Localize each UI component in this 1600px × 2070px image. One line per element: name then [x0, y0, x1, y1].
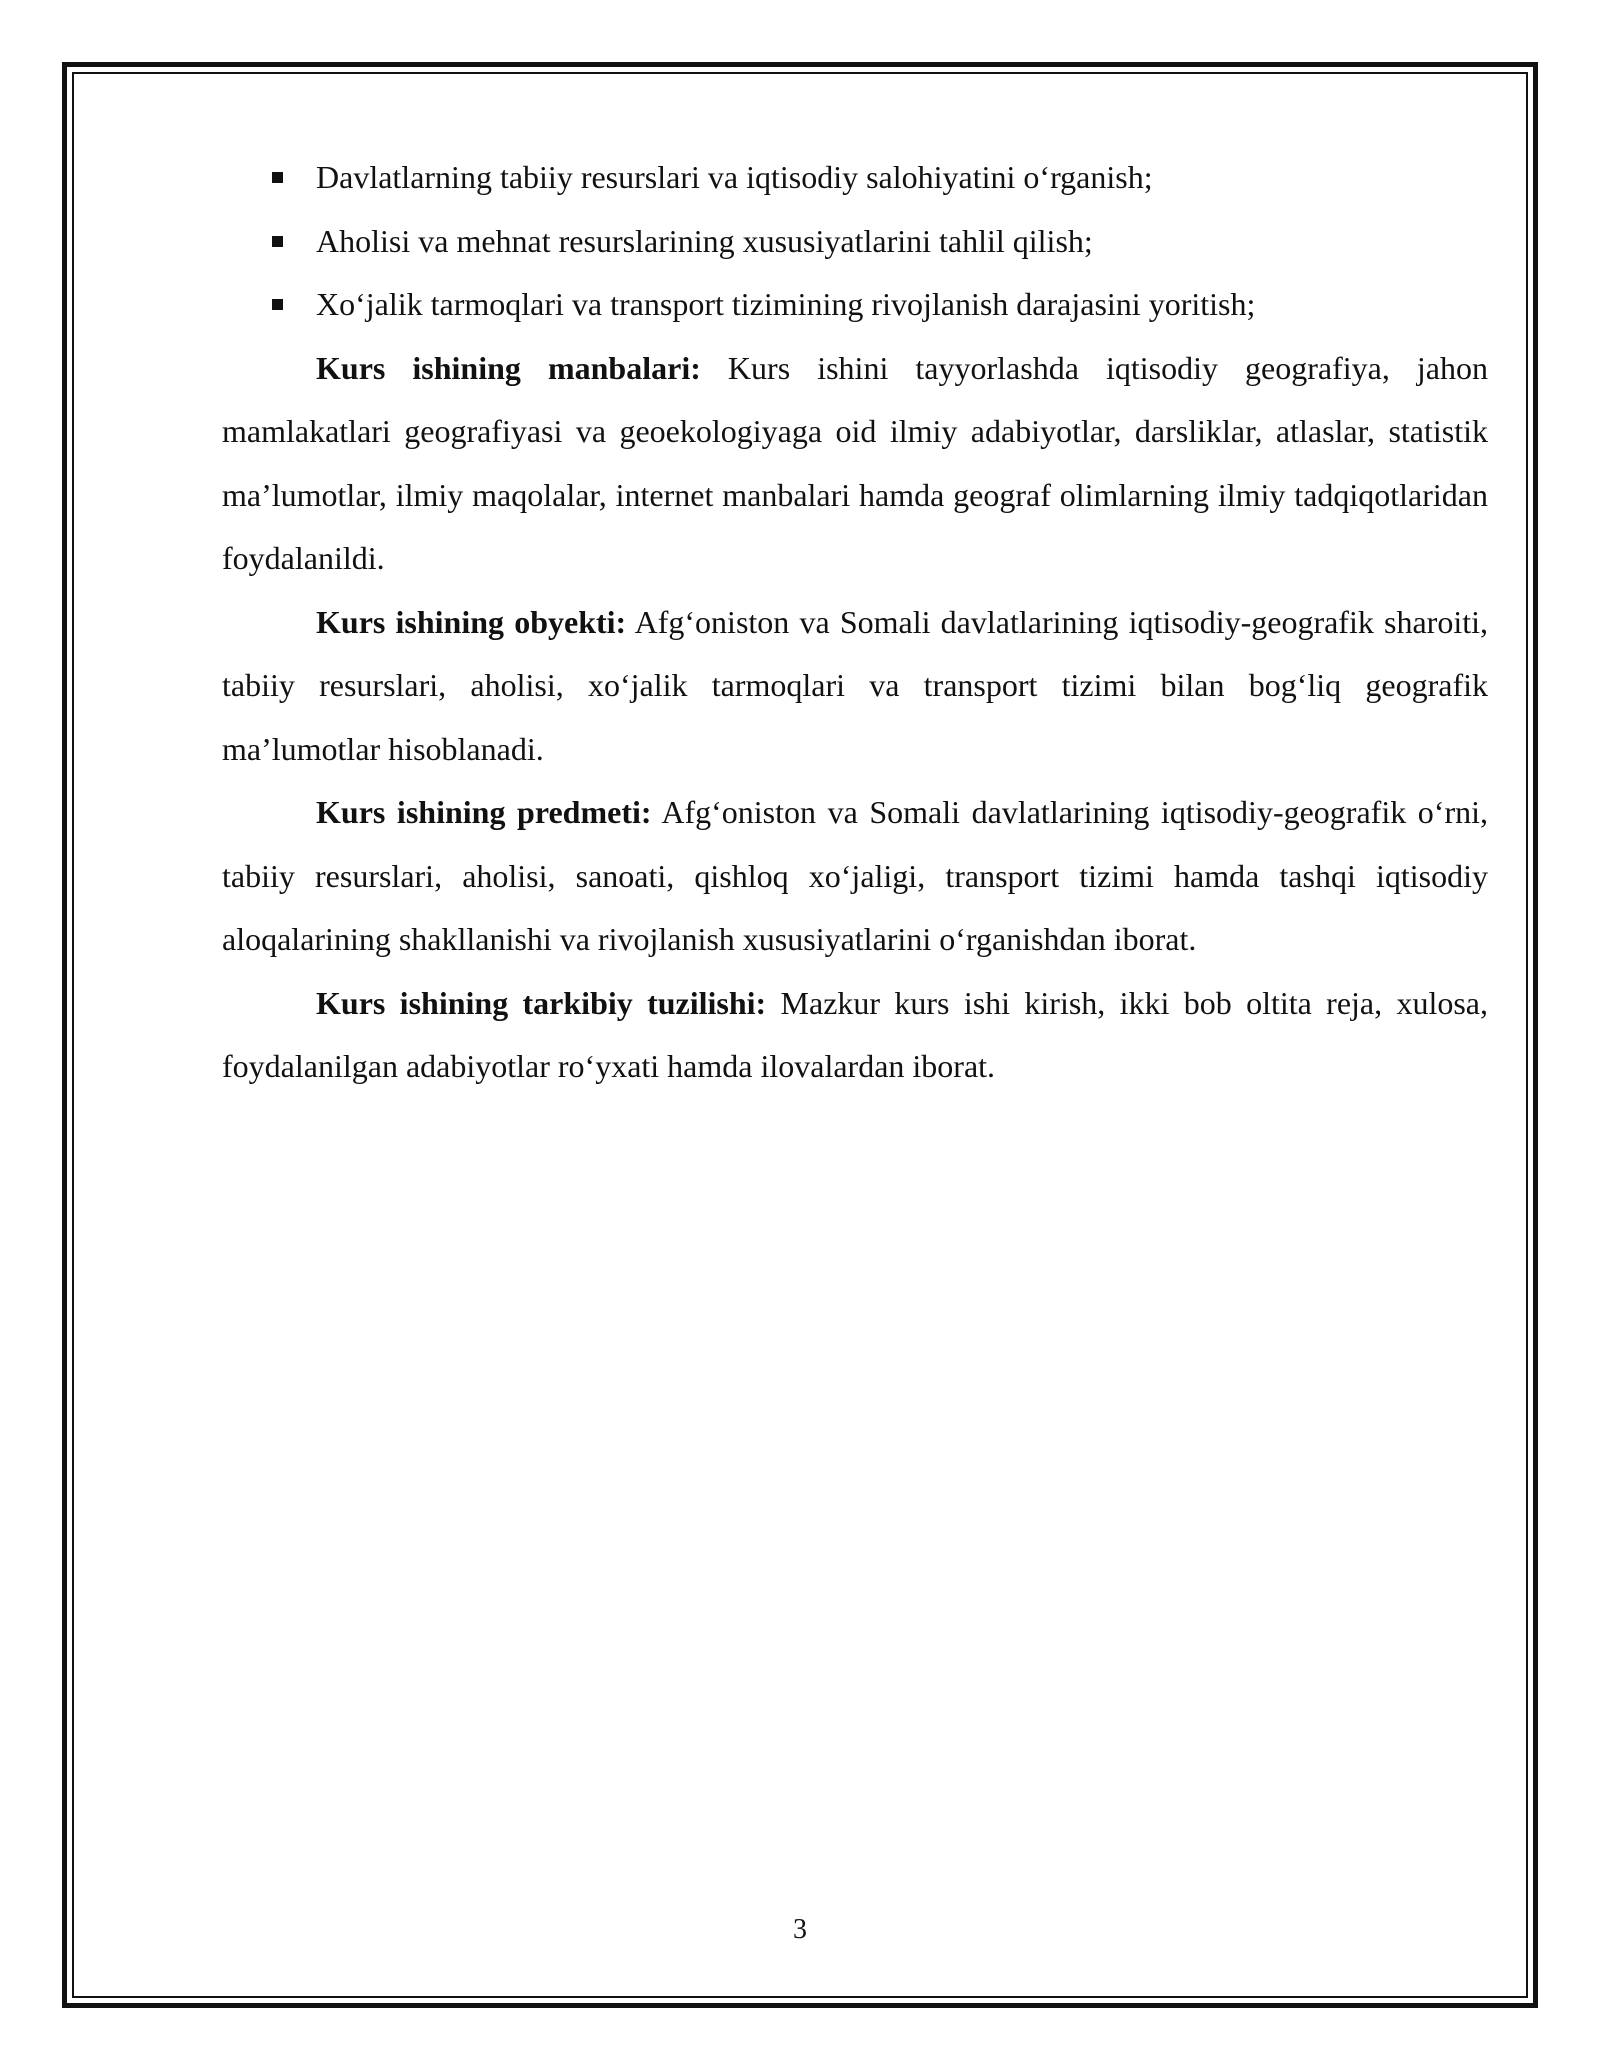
page-number: 3	[793, 1914, 807, 1945]
bullet-item	[222, 146, 1488, 210]
paragraph-text: Afg‘oniston va Somali davlatlarining iqtisodiy-geografik o‘rni, tabiiy resurslari, aholisi, sanoati, qishloq xo‘jaligi, transport tizimi hamda tashqi iqtisodiy aloqalarining shakllanishi va rivojlanish xususiyatlarini o‘rganishdan iborat.	[222, 794, 1488, 957]
paragraph-text: Kurs ishini tayyorlashda iqtisodiy geografiya, jahon mamlakatlari geografiyasi va geoekologiyaga oid ilmiy adabiyotlar, darsliklar, atlaslar, statistik ma’lumotlar, ilmiy maqolalar, internet manbalari hamda geograf olimlarning ilmiy tadqiqotlaridan foydalanildi.	[222, 349, 1489, 576]
bullet-item	[222, 273, 1488, 337]
bullet-text: Davlatlarning tabiiy resurslari va iqtisodiy salohiyatini o‘rganish;	[316, 159, 1153, 195]
paragraph-label: Kurs ishining manbalari:	[316, 349, 701, 386]
paragraph-object	[222, 591, 1488, 782]
square-bullet-icon	[272, 172, 283, 183]
paragraph-label: Kurs ishining predmeti:	[316, 794, 652, 830]
document-body	[222, 146, 1488, 1099]
paragraph-text: Mazkur kurs ishi kirish, ikki bob oltita reja, xulosa, foydalanilgan adabiyotlar ro‘yxati hamda ilovalardan iborat.	[222, 984, 1489, 1084]
paragraph-subject	[222, 781, 1488, 972]
bullet-text: Aholisi va mehnat resurslarining xususiyatlarini tahlil qilish;	[316, 222, 1093, 259]
square-bullet-icon	[272, 236, 283, 247]
bullet-list	[222, 146, 1488, 337]
bullet-item	[222, 210, 1488, 274]
paragraph-label: Kurs ishining obyekti:	[316, 603, 627, 640]
bullet-text: Xo‘jalik tarmoqlari va transport tizimining rivojlanish darajasini yoritish;	[316, 286, 1256, 322]
paragraph-label: Kurs ishining tarkibiy tuzilishi:	[316, 984, 767, 1021]
paragraph-sources	[222, 337, 1488, 591]
paragraph-structure	[222, 972, 1488, 1099]
paragraph-text: Afg‘oniston va Somali davlatlarining iqtisodiy-geografik sharoiti, tabiiy resurslari, aholisi, xo‘jalik tarmoqlari va transport tizimi bilan bog‘liq geografik ma’lumotlar hisoblanadi.	[222, 603, 1489, 767]
square-bullet-icon	[272, 299, 283, 310]
